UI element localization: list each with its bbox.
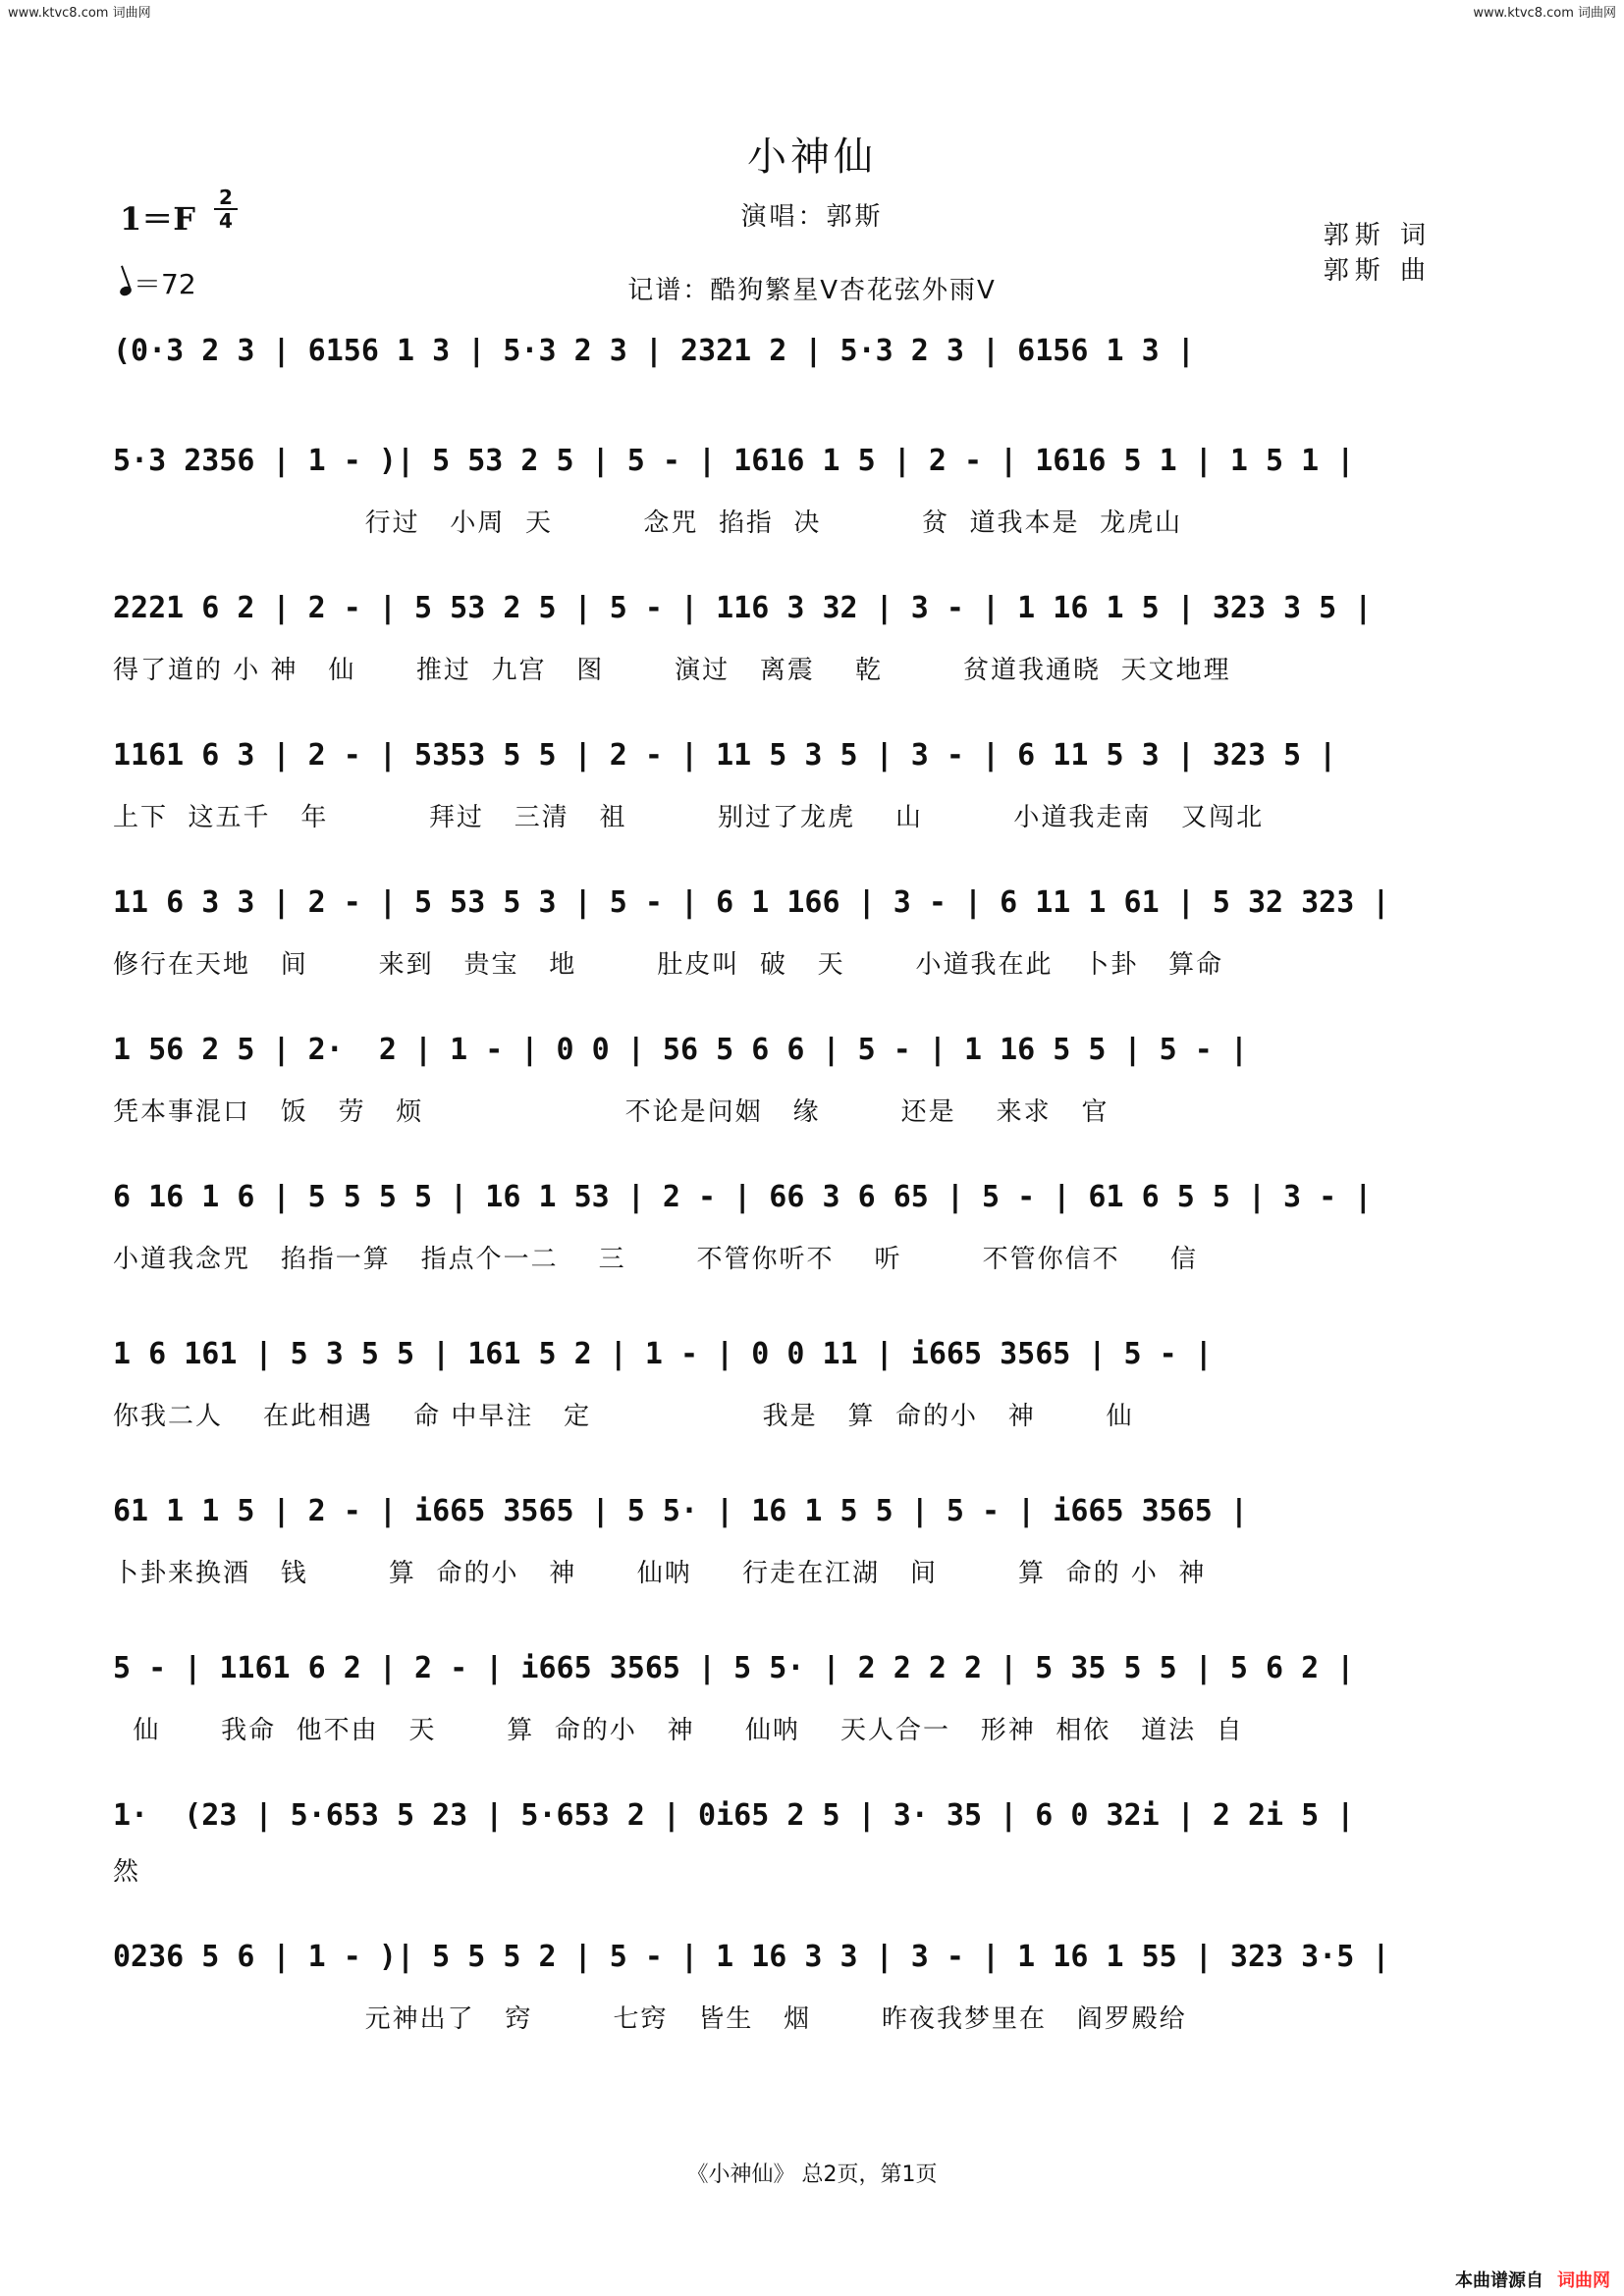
lyric-line: 仙 我命 他不由 天 算 命的小 神 仙呐 天人合一 形神 相依 道法 自	[113, 1716, 1244, 1745]
watermark-left: www.ktvc8.com 词曲网	[8, 6, 151, 21]
lyric-line: 修行在天地 间 来到 贵宝 地 肚皮叫 破 天 小道我在此 卜卦 算命	[113, 950, 1224, 980]
score-line: 1161 6 3 | 2 - | 5353 5 5 | 2 - | 11 5 3 5 | 3 - | 6 11 5 3 | 323 5 |	[113, 738, 1337, 773]
lyric-line: 卜卦来换酒 钱 算 命的小 神 仙呐 行走在江湖 间 算 命的 小 神	[113, 1559, 1207, 1588]
lyric-line: 行过 小周 天 念咒 掐指 决 贫 道我本是 龙虎山	[113, 508, 1183, 538]
score-line: 61 1 1 5 | 2 - | i665 3565 | 5 5· | 16 1 5 5 | 5 - | i665 3565 |	[113, 1494, 1248, 1528]
lyric-line: 然	[113, 1857, 141, 1887]
composer-credit: 郭斯 曲	[1323, 256, 1432, 286]
lyric-line: 小道我念咒 掐指一算 指点个一二 三 不管你听不 听 不管你信不 信	[113, 1245, 1198, 1274]
score-line: 1 6 161 | 5 3 5 5 | 161 5 2 | 1 - | 0 0 11 | i665 3565 | 5 - |	[113, 1337, 1213, 1371]
score-line: 5 - | 1161 6 2 | 2 - | i665 3565 | 5 5· | 2 2 2 2 | 5 35 5 5 | 5 6 2 |	[113, 1651, 1355, 1685]
time-signature-bottom: 4	[219, 209, 233, 233]
site-logo[interactable]: 词曲网	[1557, 2270, 1610, 2291]
transcriber-credit: 记谱：酷狗繁星V杏花弦外雨V	[627, 276, 997, 305]
score-line: 0236 5 6 | 1 - )| 5 5 5 2 | 5 - | 1 16 3 3 | 3 - | 1 16 1 55 | 323 3·5 |	[113, 1940, 1390, 1974]
lyric-line: 元神出了 窍 七窍 皆生 烟 昨夜我梦里在 阎罗殿给	[113, 2004, 1187, 2034]
score-line: 6 16 1 6 | 5 5 5 5 | 16 1 53 | 2 - | 66 3 6 65 | 5 - | 61 6 5 5 | 3 - |	[113, 1180, 1373, 1214]
score-line: 1 56 2 5 | 2· 2 | 1 - | 0 0 | 56 5 6 6 | 5 - | 1 16 5 5 | 5 - |	[113, 1033, 1248, 1067]
song-title: 小神仙	[747, 134, 877, 180]
lyric-line: 得了道的 小 神 仙 推过 九宫 图 演过 离震 乾 贫道我通晓 天文地理	[113, 656, 1231, 685]
score-line: 5·3 2356 | 1 - )| 5 53 2 5 | 5 - | 1616 1 5 | 2 - | 1616 5 1 | 1 5 1 |	[113, 444, 1355, 478]
lyric-line: 你我二人 在此相遇 命 中早注 定 我是 算 命的小 神 仙	[113, 1402, 1134, 1431]
tempo-value: ＝72	[134, 268, 196, 300]
score-line: 1· (23 | 5·653 5 23 | 5·653 2 | 0i65 2 5 | 3· 35 | 6 0 32i | 2 2i 5 |	[113, 1798, 1355, 1833]
page-footer: 《小神仙》 总2页，第1页	[686, 2163, 938, 2187]
score-line: 2221 6 2 | 2 - | 5 53 2 5 | 5 - | 116 3 32 | 3 - | 1 16 1 5 | 323 3 5 |	[113, 591, 1373, 625]
score-line: 11 6 3 3 | 2 - | 5 53 5 3 | 5 - | 6 1 166 | 3 - | 6 11 1 61 | 5 32 323 |	[113, 885, 1390, 920]
watermark-right: www.ktvc8.com 词曲网	[1473, 6, 1616, 21]
singer-credit: 演唱：郭斯	[740, 202, 884, 232]
lyricist-credit: 郭斯 词	[1323, 221, 1432, 250]
lyric-line: 上下 这五千 年 拜过 三清 祖 别过了龙虎 山 小道我走南 又闯北	[113, 803, 1265, 832]
source-badge	[1455, 2267, 1610, 2292]
source-label: 本曲谱源自	[1455, 2270, 1543, 2291]
key-signature: 1＝F	[120, 200, 195, 238]
time-signature	[214, 187, 238, 232]
score-line: (0·3 2 3 | 6156 1 3 | 5·3 2 3 | 2321 2 | 5·3 2 3 | 6156 1 3 |	[113, 334, 1195, 368]
lyric-line: 凭本事混口 饭 劳 烦 不论是问姻 缘 还是 来求 官	[113, 1097, 1110, 1127]
time-signature-top: 2	[214, 187, 238, 210]
